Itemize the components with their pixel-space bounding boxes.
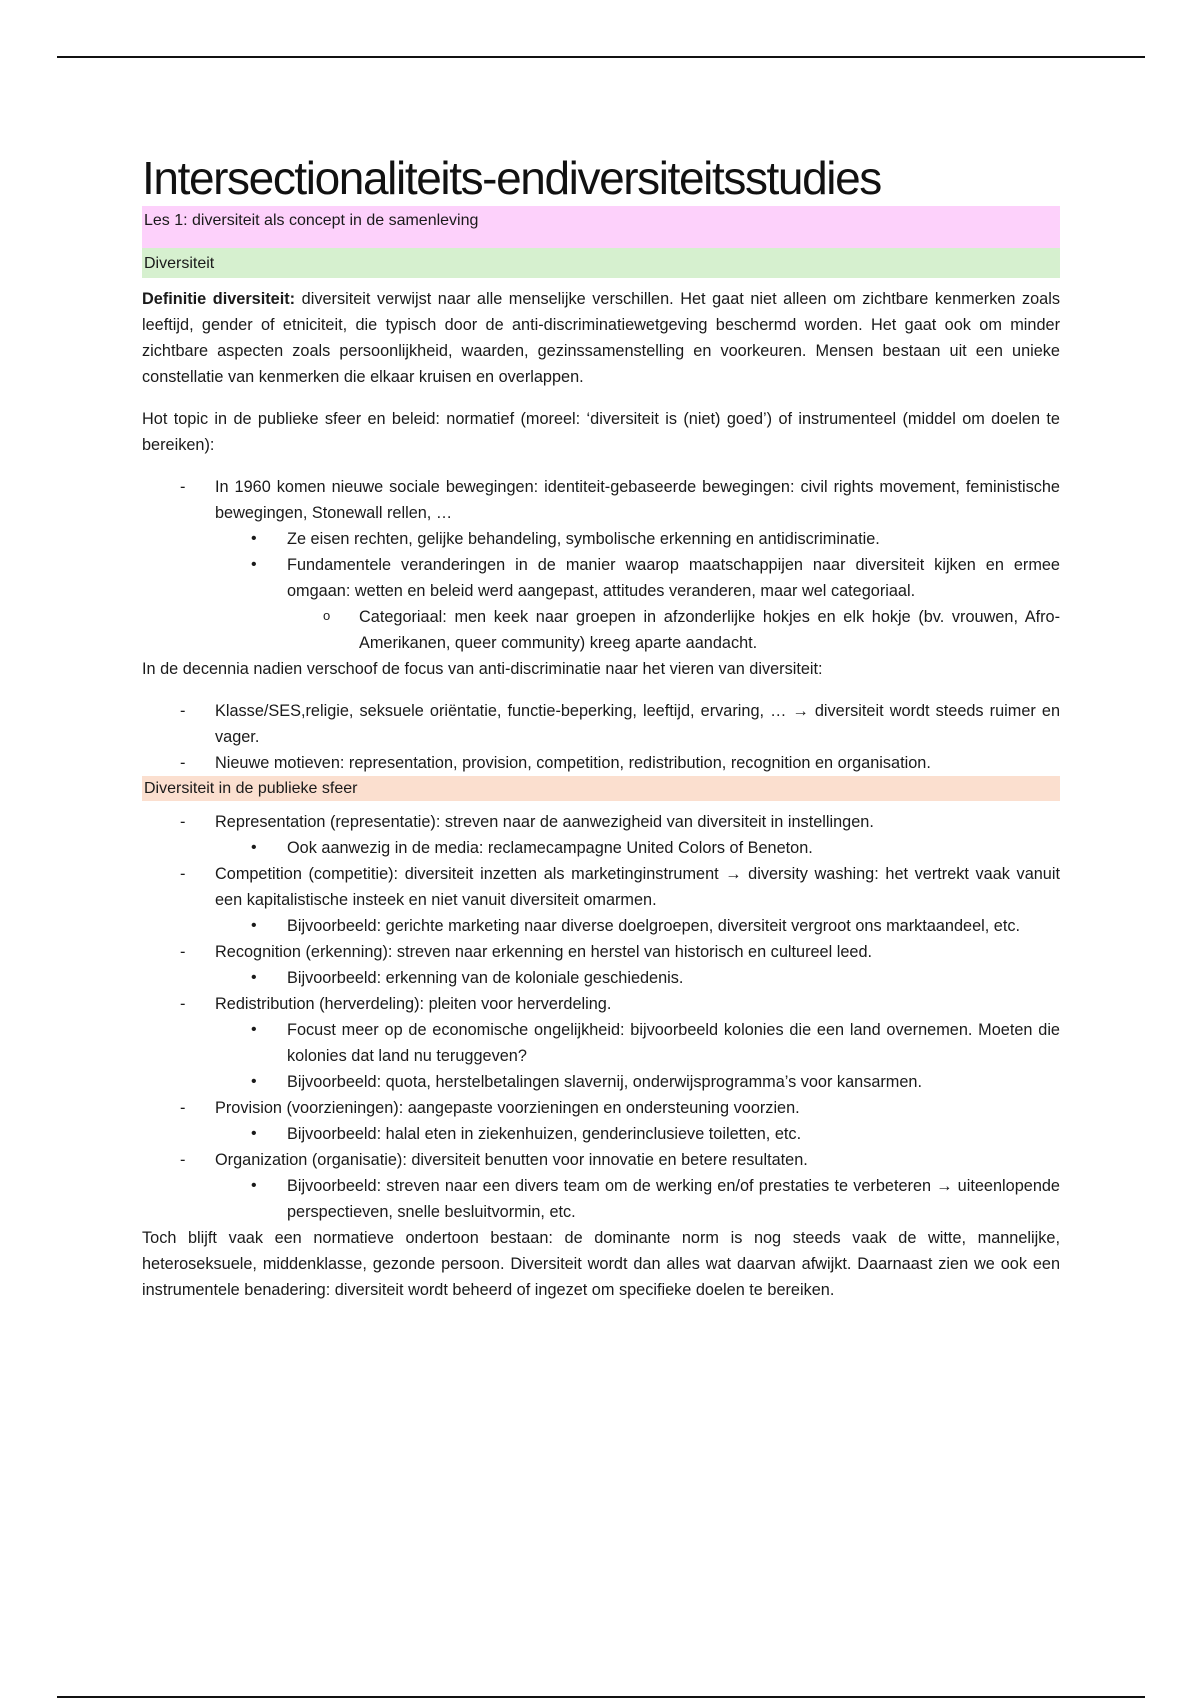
sub-list-item: • Bijvoorbeeld: erkenning van de koloniale geschiedenis. xyxy=(215,965,1060,991)
sub-list-item: • Bijvoorbeeld: quota, herstelbetalingen slavernij, onderwijsprogramma’s voor kansarmen. xyxy=(215,1069,1060,1095)
sub-list xyxy=(215,965,1060,991)
list-item xyxy=(142,1147,1060,1225)
definition-text: diversiteit verwijst naar alle menselijke verschillen. Het gaat niet alleen om zichtbare kenmerken zoals leeftijd, gender of etniciteit, die typisch door de anti-discriminatiewetgeving beschermd worden. Het gaat ook om minder zichtbare aspecten zoals persoonlijkheid, waarden, gezinssamenstelling en voorkeuren. Mensen bestaan uit een unieke constellatie van kenmerken die elkaar kruisen en overlappen. xyxy=(142,290,1060,386)
public-sphere-list xyxy=(142,809,1060,1225)
sub-list xyxy=(215,1173,1060,1225)
sub-list-item: • Focust meer op de economische ongelijkheid: bijvoorbeeld kolonies die een land overnemen. Moeten die kolonies dat land nu teruggeven? xyxy=(215,1017,1060,1069)
sub-list xyxy=(215,1017,1060,1095)
hot-topic-paragraph: Hot topic in de publieke sfeer en beleid: normatief (moreel: ‘diversiteit is (niet) goed’) of instrumenteel (middel om doelen te bereiken): xyxy=(142,410,1060,454)
sub-list-item: • Bijvoorbeeld: streven naar een divers team om de werking en/of prestaties te verbeteren → uiteenlopende perspectieven, snelle besluitvormin, etc. xyxy=(215,1173,1060,1225)
list-item: - Klasse/SES,religie, seksuele oriëntatie, functie-beperking, leeftijd, ervaring, … → diversiteit wordt steeds ruimer en vager. xyxy=(142,698,1060,750)
list-item-text: In 1960 komen nieuwe sociale bewegingen: identiteit-gebaseerde bewegingen: civil rights movement, feministische bewegingen, Stonewall rellen, … xyxy=(215,478,1060,522)
motives-list xyxy=(142,698,1060,776)
lesson-heading: Les 1: diversiteit als concept in de samenleving xyxy=(142,206,1060,248)
sub-list-item: • Ze eisen rechten, gelijke behandeling, symbolische erkenning en antidiscriminatie. xyxy=(215,526,1060,552)
list-item-text: Organization (organisatie): diversiteit benutten voor innovatie en betere resultaten. xyxy=(215,1151,808,1169)
sub-list xyxy=(215,835,1060,861)
definition-label: Definitie diversiteit: xyxy=(142,290,296,308)
top-rule xyxy=(57,56,1145,58)
document-page xyxy=(142,150,1060,1303)
list-item xyxy=(142,991,1060,1095)
sub-list-item: • Bijvoorbeeld: gerichte marketing naar diverse doelgroepen, diversiteit vergroot ons marktaandeel, etc. xyxy=(215,913,1060,939)
sub-list xyxy=(215,1121,1060,1147)
list-item-text: Representation (representatie): streven naar de aanwezigheid van diversiteit in instellingen. xyxy=(215,813,874,831)
sub-sub-list xyxy=(287,604,1060,656)
list-item-text: Provision (voorzieningen): aangepaste voorzieningen en ondersteuning voorzien. xyxy=(215,1099,800,1117)
list-item xyxy=(142,809,1060,861)
sub-sub-list-item: o Categoriaal: men keek naar groepen in afzonderlijke hokjes en elk hokje (bv. vrouwen, Afro-Amerikanen, queer community) kreeg aparte aandacht. xyxy=(287,604,1060,656)
list-item-text: Recognition (erkenning): streven naar erkenning en herstel van historisch en cultureel leed. xyxy=(215,943,873,961)
section-heading-publieke-sfeer: Diversiteit in de publieke sfeer xyxy=(142,776,1060,801)
sub-list-item xyxy=(215,552,1060,656)
sub-list xyxy=(215,913,1060,939)
section-heading-diversiteit: Diversiteit xyxy=(142,248,1060,278)
definition-paragraph xyxy=(142,286,1060,390)
list-item: - Nieuwe motieven: representation, provision, competition, redistribution, recognition en organisation. xyxy=(142,750,1060,776)
list-item xyxy=(142,1095,1060,1147)
sub-list-item: • Ook aanwezig in de media: reclamecampagne United Colors of Beneton. xyxy=(215,835,1060,861)
closing-paragraph: Toch blijft vaak een normatieve ondertoon bestaan: de dominante norm is nog steeds vaak de witte, mannelijke, heteroseksuele, middenklasse, gezonde persoon. Diversiteit wordt dan alles wat daarvan afwijkt. Daarnaast zien we ook een instrumentele benadering: diversiteit wordt beheerd of ingezet om specifieke doelen te bereiken. xyxy=(142,1229,1060,1299)
decennia-paragraph: In de decennia nadien verschoof de focus van anti-discriminatie naar het vieren van diversiteit: xyxy=(142,660,823,678)
sub-list-item-text: Fundamentele veranderingen in de manier waarop maatschappijen naar diversiteit kijken en ermee omgaan: wetten en beleid werd aangepast, attitudes veranderen, maar wel categoriaal. xyxy=(287,556,1060,600)
sub-list xyxy=(215,526,1060,656)
list-item xyxy=(142,861,1060,939)
list-item xyxy=(142,474,1060,656)
movement-list xyxy=(142,474,1060,656)
document-title: Intersectionaliteits-endiversiteitsstudies xyxy=(142,152,881,204)
list-item xyxy=(142,939,1060,991)
list-item-text: Competition (competitie): diversiteit inzetten als marketinginstrument → diversity washing: het vertrekt vaak vanuit een kapitalistische insteek en niet vanuit diversiteit omarmen. xyxy=(215,865,1060,909)
list-item-text: Redistribution (herverdeling): pleiten voor herverdeling. xyxy=(215,995,612,1013)
sub-list-item: • Bijvoorbeeld: halal eten in ziekenhuizen, genderinclusieve toiletten, etc. xyxy=(215,1121,1060,1147)
bottom-rule xyxy=(57,1696,1145,1698)
